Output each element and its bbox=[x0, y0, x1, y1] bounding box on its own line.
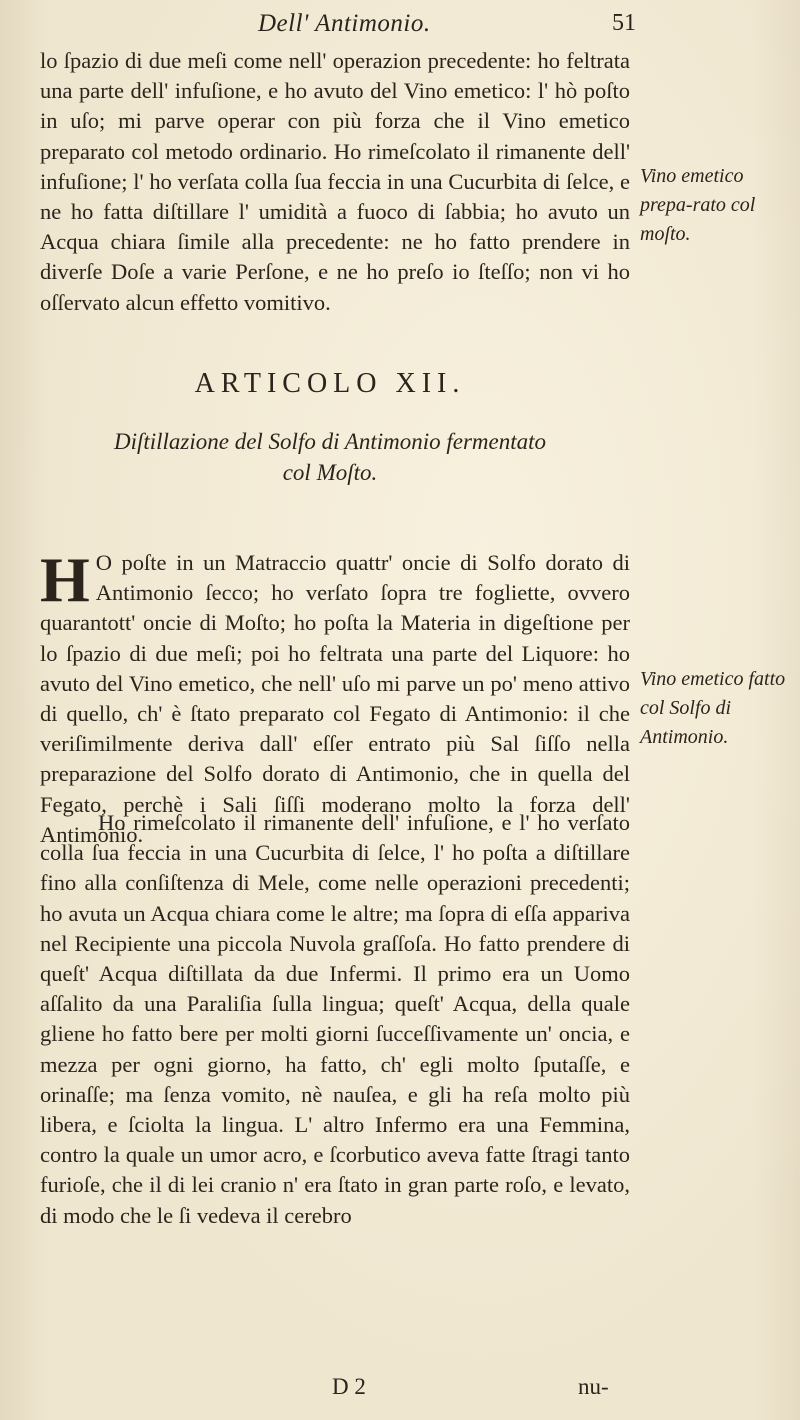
drop-cap: H bbox=[40, 544, 90, 615]
section-subtitle bbox=[0, 426, 660, 488]
running-title: Dell' Antimonio. bbox=[258, 10, 431, 37]
paragraph-article-opening bbox=[40, 544, 630, 850]
signature-mark: D 2 bbox=[332, 1374, 366, 1399]
marginal-note-1: Vino emetico prepa-rato col moſto. bbox=[640, 165, 756, 245]
paragraph-article-text: O poſte in un Matraccio quattr' oncie di Solfo dorato di Antimonio ſecco; ho verſato ſopra tre fogliette, ovvero quarantott' oncie di Moſto; ho poſta la Materia in digeſtione per lo ſpazio di due meſi; poi ho feltrata una parte del Liquore: ho avuto del Vino emetico, che nell' uſo mi parve un po' meno attivo di quello, ch' è ſtato preparato col Fegato di Antimonio: il che veriſimilmente deriva dall' eſſer entrato più Sal ſiſſo nella preparazione del Solfo dorato di Antimonio, che in quella del Fegato, perchè i Sali ſiſſi moderano molto la forza dell' Antimonio. bbox=[40, 550, 630, 847]
section-heading: ARTICOLO XII. bbox=[194, 368, 466, 399]
page-header bbox=[0, 10, 800, 44]
catchword: nu- bbox=[578, 1374, 609, 1399]
marginal-note-2: Vino emetico fatto col Solfo di Antimonio. bbox=[640, 668, 786, 748]
page-footer bbox=[0, 1374, 800, 1408]
paragraph-continuation: lo ſpazio di due meſi come nell' operazion precedente: ho feltrata una parte dell' infuſione, e ho avuto del Vino emetico: l' hò poſto in uſo; mi parve operar con più forza che il Vino emetico preparato col metodo ordinario. Ho rimeſcolato il rimanente dell' infuſione; l' ho verſata colla ſua feccia in una Cucurbita di ſelce, e ne ho fatta diſtillare l' umidità a fuoco di ſabbia; ho avuto un Acqua chiara ſimile alla precedente: ne ho fatto prendere in diverſe Doſe a varie Perſone, e ne ho preſo io ſteſſo; non vi ho oſſervato alcun effetto vomitivo. bbox=[40, 48, 630, 315]
subtitle-line-2: col Moſto. bbox=[282, 460, 378, 485]
paragraph-distillation: Ho rimeſcolato il rimanente dell' infuſione, e l' ho verſato colla ſua feccia in una Cucurbita di ſelce, l' ho poſta a diſtillare fino alla conſiſtenza di Mele, come nelle operazioni precedenti; ho avuta un Acqua chiara come le altre; ma ſopra di eſſa appariva nel Recipiente una piccola Nuvola graſſoſa. Ho fatto prendere di queſt' Acqua diſtillata da due Infermi. Il primo era un Uomo aſſalito da una Paraliſia ſulla lingua; queſt' Acqua, della quale gliene ho fatto bere per molti giorni ſucceſſivamente un' oncia, e mezza per ogni giorno, ha fatto, ch' egli molto ſputaſſe, e orinaſſe; ma ſenza vomito, nè nauſea, e gli ha reſa molto più libera, e ſciolta la lingua. L' altro Infermo era una Femmina, contro la quale un umor acro, e ſcorbutico aveva fatte ſtragi tanto furioſe, che il di lei cranio n' era ſtato in gran parte roſo, e levato, di modo che le ſi vedeva il cerebro bbox=[40, 810, 630, 1228]
subtitle-line-1: Diſtillazione del Solfo di Antimonio fermentato bbox=[113, 429, 547, 454]
page-number: 51 bbox=[612, 10, 636, 36]
